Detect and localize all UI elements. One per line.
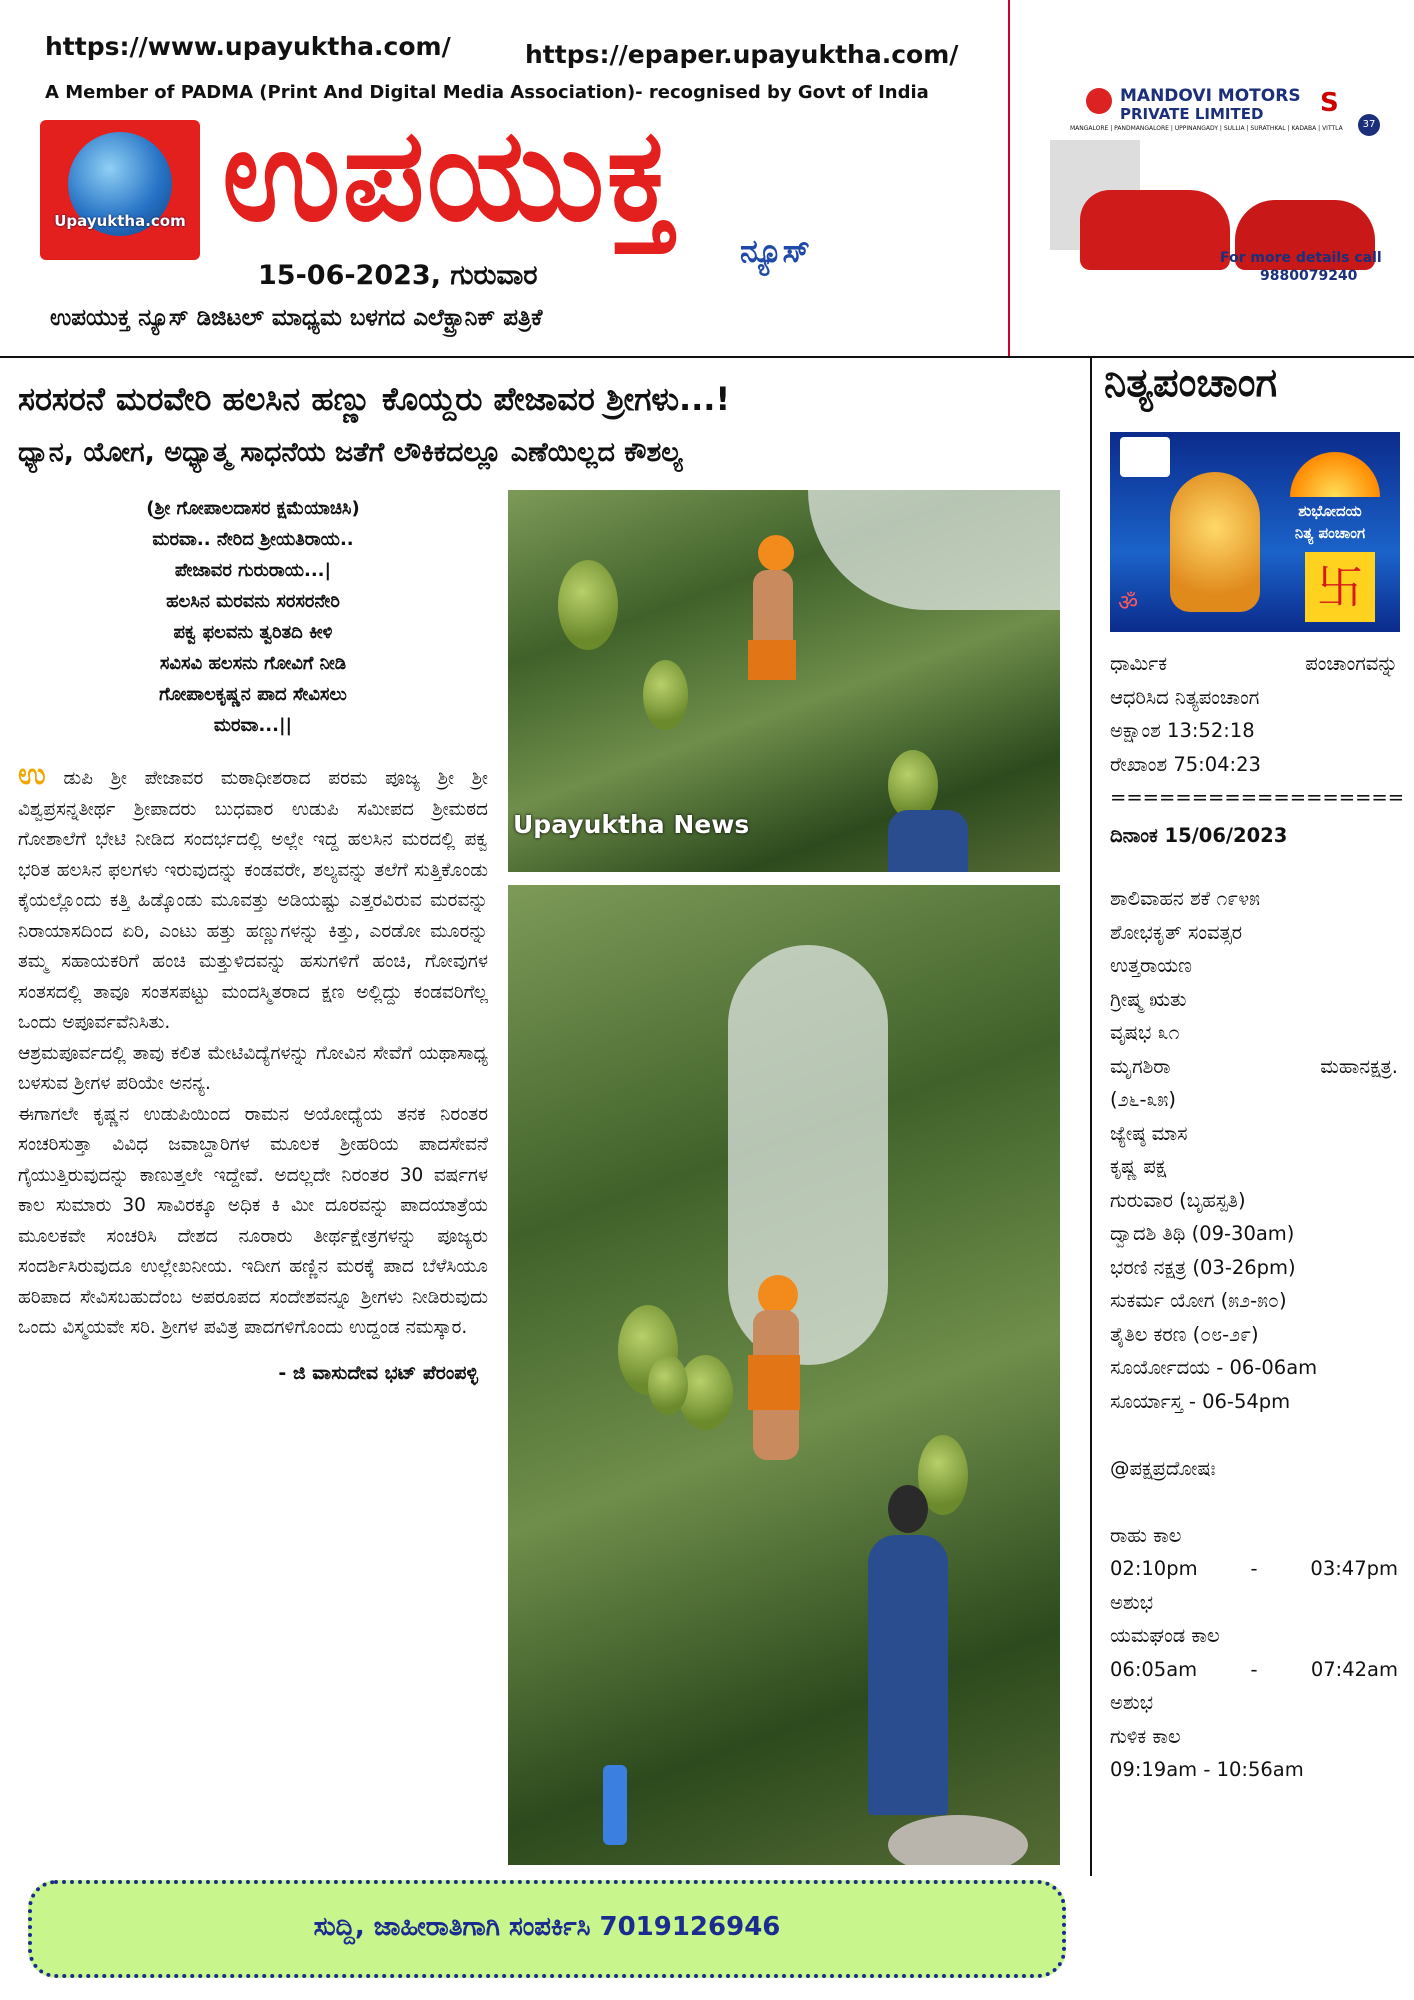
jackfruit xyxy=(558,560,618,650)
panchanga-intro-1: ಧಾರ್ಮಿಕ ಪಂಚಾಂಗವನ್ನು xyxy=(1110,652,1398,675)
panchanga-item: ತೈತಿಲ ಕರಣ (೦೮-೨೯) xyxy=(1110,1322,1259,1346)
suzuki-logo-icon: S xyxy=(1320,88,1339,118)
paragraph-1-text: ಡುಪಿ ಶ್ರೀ ಪೇಜಾವರ ಮಠಾಧೀಶರಾದ ಪರಮ ಪೂಜ್ಯ ಶ್ರೀ ಶ್ರೀ ವಿಶ್ವಪ್ರಸನ್ನತೀರ್ಥ ಶ್ರೀಪಾದರು ಬುಧವಾರ ಉಡುಪಿ ಸಮೀಪದ ಶ್ರೀಮಠದ ಗೋಶಾಲೆಗೆ ಭೇಟಿ ನೀಡಿದ ಸಂದರ್ಭದಲ್ಲಿ ಅಲ್ಲೇ ಇದ್ದ ಹಲಸಿನ ಮರದಲ್ಲಿ ಪಕ್ವ ಭರಿತ ಹಲಸಿನ ಫಲಗಳು ಇರುವುದನ್ನು ಕಂಡವರೇ, ಶಲ್ಯವನ್ನು ತಲೆಗೆ ಸುತ್ತಿಕೊಂಡು ಕೈಯಲ್ಲೊಂದು ಕತ್ತಿ ಹಿಡ್ಕೊಂಡು ಮೂವತ್ತು ಅಡಿಯಷ್ಟು ಎತ್ತರವಿರುವ ಮರವನ್ನು ನಿರಾಯಾಸದಿಂದ ಏರಿ, ಎಂಟು ಹತ್ತು ಹಣ್ಣುಗಳನ್ನು ಕಿತ್ತು, ಎರಡೋ ಮೂರನ್ನು ತಮ್ಮ ಸಹಾಯಕರಿಗೆ ಹಂಚಿ ಮತ್ತುಳಿದವನ್ನು ಹಸುಗಳಿಗೆ ಹಂಚಿ, ಗೋವುಗಳ ಸಂತಸದಲ್ಲಿ ತಾವೂ ಸಂತಸಪಟ್ಟು ಮಂದಸ್ಮಿತರಾದ ಕ್ಷಣ ಅಲ್ಲಿದ್ದು ಕಂಡವರಿಗೆಲ್ಲ ಒಂದು ಅಪೂರ್ವವೆನಿಸಿತು. xyxy=(18,768,488,1033)
panchanga-item: ಗುರುವಾರ (ಬೃಹಸ್ಪತಿ) xyxy=(1110,1188,1246,1212)
saffron-cloth xyxy=(748,640,796,680)
panchanga-item: ಭರಣಿ ನಕ್ಷತ್ರ (03-26pm) xyxy=(1110,1255,1296,1279)
turban xyxy=(758,535,794,571)
rahu-dash: - xyxy=(1250,1557,1258,1580)
header-divider xyxy=(0,356,1414,358)
panchanga-item: ಶೋಭಕೃತ್ ಸಂವತ್ಸರ xyxy=(1110,920,1243,944)
rahu-end: 03:47pm xyxy=(1310,1557,1398,1580)
poem-line: ಮರವಾ.. ನೇರಿದ ಶ್ರೀಯತಿರಾಯ.. xyxy=(152,529,354,550)
logo-text: Upayuktha.com xyxy=(54,212,186,230)
article-photo-1 xyxy=(508,490,1060,872)
panchanga-item: ಮೃಗಶಿರಾ ಮಹಾನಕ್ಷತ್ರ. xyxy=(1110,1054,1398,1078)
masthead-title: ಉಪಯುಕ್ತ xyxy=(222,101,677,250)
paragraph-1 xyxy=(18,757,488,1039)
panchanga-longitude: ರೇಖಾಂಶ 75:04:23 xyxy=(1110,752,1261,776)
yama-dash: - xyxy=(1250,1657,1258,1681)
gulika-label: ಗುಳಿಕ ಕಾಲ xyxy=(1110,1724,1181,1748)
panchanga-item: ಗ್ರೀಷ್ಮ ಋತು xyxy=(1110,987,1187,1011)
saffron-cloth xyxy=(748,1355,800,1410)
assistant-head xyxy=(888,1485,928,1533)
ashubha-label: ಅಶುಭ xyxy=(1110,1590,1154,1614)
panchanga-title: ನಿತ್ಯಪಂಚಾಂಗ xyxy=(1104,360,1278,406)
rahu-start: 02:10pm xyxy=(1110,1557,1198,1580)
water-bottle xyxy=(603,1765,627,1845)
drop-cap: ಉ xyxy=(18,757,46,792)
panchanga-item: ಸೂರ್ಯಾಸ್ತ - 06-54pm xyxy=(1110,1389,1291,1413)
poem-line: ಮರವಾ...|| xyxy=(213,715,293,736)
column-divider xyxy=(1090,356,1092,1876)
panchanga-item xyxy=(1110,1418,1398,1452)
yama-end: 07:42am xyxy=(1310,1657,1398,1681)
ad-cta: For more details call xyxy=(1220,250,1382,266)
ashubha-label: ಅಶುಭ xyxy=(1110,1691,1154,1714)
article-subheadline: ಧ್ಯಾನ, ಯೋಗ, ಅಧ್ಯಾತ್ಮ ಸಾಧನೆಯ ಜತೆಗೆ ಲೌಕಿಕದಲ್ಲೂ ಎಣೆಯಿಲ್ಲದ ಕೌಶಲ್ಯ xyxy=(18,437,683,468)
photo-watermark: Upayuktha News xyxy=(513,810,750,839)
footer-text: ಸುದ್ದಿ, ಜಾಹೀರಾತಿಗಾಗಿ ಸಂಪರ್ಕಿಸಿ 7019126946 xyxy=(313,1912,781,1942)
om-icon: ॐ xyxy=(1118,591,1139,616)
sky-area xyxy=(728,945,888,1365)
ad-branches: MANGALORE | PANDMANGALORE | UPPINANGADY | SULLIA | SURATHKAL | KADABA | VITTLA xyxy=(1070,125,1343,132)
panchanga-item: ಶಾಲಿವಾಹನ ಶಕೆ ೧೯೪೫ xyxy=(1110,887,1261,910)
panchanga-item: ಉತ್ತರಾಯಣ xyxy=(1110,954,1192,977)
poem-block xyxy=(18,493,488,741)
site-logo xyxy=(40,120,200,260)
poem-line: ಪೇಜಾವರ ಗುರುರಾಯ...| xyxy=(174,560,332,581)
panchanga-item xyxy=(1110,1485,1398,1519)
assistant-figure xyxy=(888,810,968,872)
yama-start: 06:05am xyxy=(1110,1657,1198,1681)
edition-date: 15-06-2023, ಗುರುವಾರ xyxy=(258,260,538,291)
article-byline: - ಜಿ ವಾಸುದೇವ ಭಟ್ ಪೆರಂಪಳ್ಳಿ xyxy=(278,1361,478,1384)
ad-brand-line2: PRIVATE LIMITED xyxy=(1120,105,1264,123)
header-vertical-divider xyxy=(1008,0,1010,356)
panchanga-item: ಸೂರ್ಯೋದಯ - 06-06am xyxy=(1110,1356,1318,1379)
member-line: A Member of PADMA (Print And Digital Media Association)- recognised by Govt of India xyxy=(45,82,929,103)
tagline: ಉಪಯುಕ್ತ ನ್ಯೂಸ್ ಡಿಜಿಟಲ್ ಮಾಧ್ಯಮ ಬಳಗದ ಎಲೆಕ್ಟ್ರಾನಿಕ್ ಪತ್ರಿಕೆ xyxy=(50,305,543,331)
url-main[interactable]: https://www.upayuktha.com/ xyxy=(45,32,451,61)
panchanga-date: ದಿನಾಂಕ 15/06/2023 xyxy=(1110,823,1288,847)
panchanga-latitude: ಅಕ್ಷಾಂಶ 13:52:18 xyxy=(1110,719,1255,742)
article-body xyxy=(18,757,488,1388)
panchanga-separator: ================== xyxy=(1110,786,1405,809)
contact-footer[interactable] xyxy=(28,1880,1066,1978)
url-epaper[interactable]: https://epaper.upayuktha.com/ xyxy=(525,40,959,69)
yama-kala-time xyxy=(1110,1653,1398,1687)
article-photo-2 xyxy=(508,885,1060,1865)
gulika-time: 09:19am - 10:56am xyxy=(1110,1758,1304,1781)
poem-line: ಪಕ್ವ ಫಲವನು ತ್ವರಿತದಿ ಕೀಳಿ xyxy=(173,622,333,643)
panchanga-item: ಸುಕರ್ಮ ಯೋಗ (೫೨-೫೦) xyxy=(1110,1289,1287,1312)
car-image-red xyxy=(1080,190,1230,270)
yama-label: ಯಮಘಂಡ ಕಾಲ xyxy=(1110,1624,1220,1647)
masthead-subtitle: ನ್ಯೂಸ್ xyxy=(740,232,810,270)
poem-line: ಗೋಪಾಲಕೃಷ್ಣನ ಪಾದ ಸೇವಿಸಲು xyxy=(159,684,347,705)
panchanga-intro-2: ಆಧರಿಸಿದ ನಿತ್ಯಪಂಚಾಂಗ xyxy=(1110,685,1260,709)
foreground-head xyxy=(888,1815,1028,1865)
ganesha-image xyxy=(1170,472,1260,612)
ad-badge: 37 xyxy=(1358,114,1380,136)
jackfruit xyxy=(648,1355,688,1415)
banner-logo xyxy=(1120,437,1170,477)
jackfruit xyxy=(643,660,688,730)
panchanga-item: ರಾಹು ಕಾಲ xyxy=(1110,1523,1182,1547)
sky-area xyxy=(808,490,1060,610)
panchanga-item: (೨೬-೩೫) xyxy=(1110,1088,1176,1111)
dealer-logo-icon xyxy=(1086,88,1112,114)
banner-line2: ನಿತ್ಯ ಪಂಚಾಂಗ xyxy=(1294,524,1366,542)
banner-line1: ಶುಭೋದಯ xyxy=(1298,502,1362,520)
swastika-icon: 卐 xyxy=(1305,552,1375,622)
poem-line: (ಶ್ರೀ ಗೋಪಾಲದಾಸರ ಕ್ಷಮೆಯಾಚಿಸಿ) xyxy=(146,498,360,519)
panchanga-item: ವೃಷಭ ೩೧ xyxy=(1110,1021,1180,1044)
panchanga-item: ಜ್ಯೇಷ್ಠ ಮಾಸ xyxy=(1110,1121,1188,1145)
rahu-kala-time xyxy=(1110,1552,1398,1586)
turban xyxy=(758,1275,798,1315)
panchanga-details xyxy=(1110,647,1405,1787)
assistant-figure xyxy=(868,1535,948,1815)
paragraph-3: ಈಗಾಗಲೇ ಕೃಷ್ಣನ ಉಡುಪಿಯಿಂದ ರಾಮನ ಅಯೋಧ್ಯೆಯ ತನಕ ನಿರಂತರ ಸಂಚರಿಸುತ್ತಾ ವಿವಿಧ ಜವಾಬ್ದಾರಿಗಳ ಮೂಲಕ ಶ್ರೀಹರಿಯ ಪಾದಸೇವನೆ ಗೈಯುತ್ತಿರುವುದನ್ನು ಕಾಣುತ್ತಲೇ ಇದ್ದೇವೆ. ಅದಲ್ಲದೇ ನಿರಂತರ 30 ವರ್ಷಗಳ ಕಾಲ ಸುಮಾರು 30 ಸಾವಿರಕ್ಕೂ ಅಧಿಕ ಕಿ ಮೀ ದೂರವನ್ನು ಪಾದಯಾತ್ರೆಯ ಮೂಲಕವೇ ಸಂಚರಿಸಿ ದೇಶದ ನೂರಾರು ತೀರ್ಥಕ್ಷೇತ್ರಗಳನ್ನು ಪೂಜ್ಯರು ಸಂದರ್ಶಿಸಿರುವುದೂ ಉಲ್ಲೇಖನೀಯ. ಇದೀಗ ಹಣ್ಣಿನ ಮರಕ್ಕೆ ಪಾದ ಬೆಳೆಸಿಯೂ ಹರಿಪಾದ ಸೇವಿಸಬಹುದೆಂಬ ಅಪರೂಪದ ಸಂದೇಶವನ್ನೂ ಶ್ರೀಗಳು ನೀಡಿರುವುದು ಒಂದು ವಿಸ್ಮಯವೇ ಸರಿ. ಶ್ರೀಗಳ ಪವಿತ್ರ ಪಾದಗಳಿಗೊಂದು ಉದ್ದಂಡ ನಮಸ್ಕಾರ. xyxy=(18,1103,488,1338)
ad-phone[interactable]: 9880079240 xyxy=(1260,268,1358,284)
article-headline: ಸರಸರನೆ ಮರವೇರಿ ಹಲಸಿನ ಹಣ್ಣು ಕೊಯ್ದರು ಪೇಜಾವರ ಶ್ರೀಗಳು...! xyxy=(18,380,731,418)
panchanga-banner xyxy=(1110,432,1400,632)
sun-icon xyxy=(1285,442,1385,497)
paragraph-2: ಆಶ್ರಮಪೂರ್ವದಲ್ಲಿ ತಾವು ಕಲಿತ ಮೇಟಿವಿದ್ಯೆಗಳನ್ನು ಗೋವಿನ ಸೇವೆಗೆ ಯಥಾಸಾಧ್ಯ ಬಳಸುವ ಶ್ರೀಗಳ ಪರಿಯೇ ಅನನ್ಯ. xyxy=(18,1042,488,1094)
panchanga-item: ಕೃಷ್ಣ ಪಕ್ಷ xyxy=(1110,1155,1167,1178)
ad-brand-line1: MANDOVI MOTORS xyxy=(1120,86,1301,106)
dealer-ad[interactable] xyxy=(1040,80,1390,305)
panchanga-item: ದ್ವಾದಶಿ ತಿಥಿ (09-30am) xyxy=(1110,1222,1295,1245)
panchanga-item: @ಪಕ್ಷಪ್ರದೋಷಃ xyxy=(1110,1456,1216,1480)
poem-line: ಹಲಸಿನ ಮರವನು ಸರಸರನೇರಿ xyxy=(166,591,340,612)
poem-line: ಸವಿಸವಿ ಹಲಸನು ಗೋವಿಗೆ ನೀಡಿ xyxy=(159,653,347,674)
